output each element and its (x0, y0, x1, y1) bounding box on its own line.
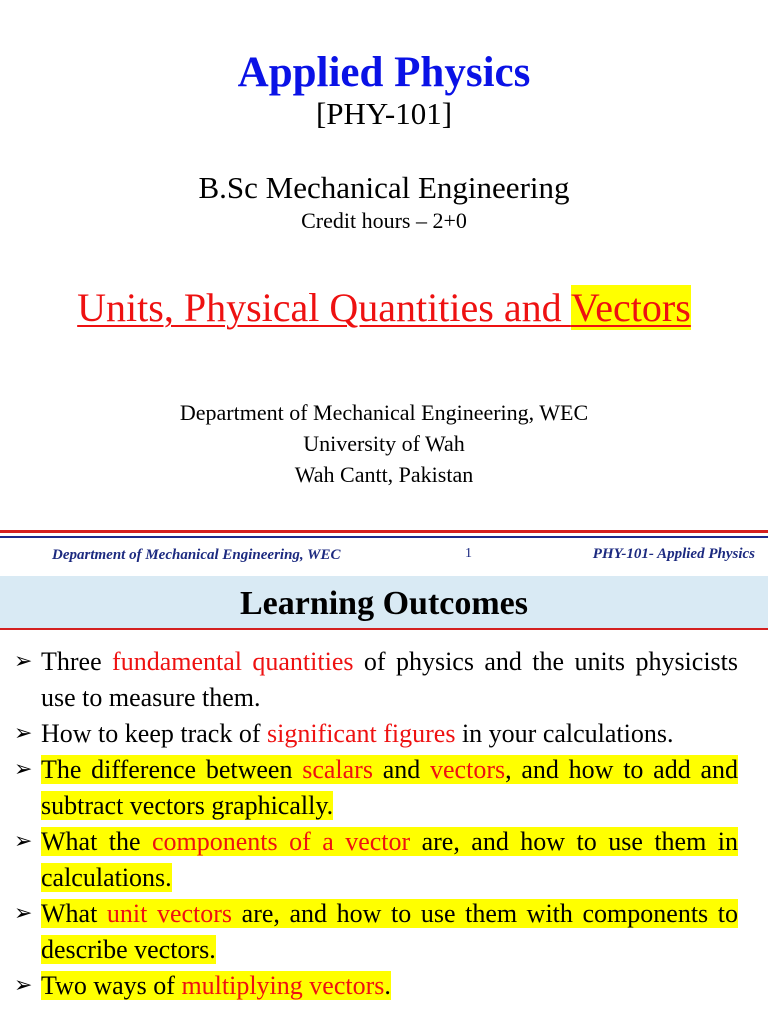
slide-footer (0, 544, 768, 568)
key-term: fundamental quantities (112, 647, 354, 676)
outcome-item: ➢ Three fundamental quantities of physics and the units physicists use to measure them. (14, 644, 738, 716)
arrow-bullet-icon: ➢ (14, 757, 33, 782)
key-term: scalars (302, 755, 373, 784)
department-name: Department of Mechanical Engineering, WEC (179, 400, 589, 425)
outcome-item: ➢ Two ways of multiplying vectors. (14, 968, 738, 1004)
key-term: vectors (430, 755, 506, 784)
arrow-bullet-icon: ➢ (14, 901, 33, 926)
department-block (0, 397, 768, 490)
key-term: multiplying vectors (181, 971, 385, 1000)
divider-red-top (0, 530, 768, 533)
course-code: [PHY-101] (315, 96, 453, 131)
location: Wah Cantt, Pakistan (294, 462, 474, 487)
outcome-item: ➢ How to keep track of significant figures in your calculations. (14, 716, 738, 752)
lecture-topic (0, 284, 768, 331)
arrow-bullet-icon: ➢ (14, 649, 33, 674)
key-term: unit vectors (106, 899, 233, 928)
program-name: B.Sc Mechanical Engineering (198, 170, 570, 205)
divider-blue-top (0, 536, 768, 538)
outcome-item: ➢ What unit vectors are, and how to use them with components to describe vectors. (14, 896, 738, 968)
outcome-item: ➢ What the components of a vector are, and how to use them in calculations. (14, 824, 738, 896)
learning-outcomes-header (0, 576, 768, 630)
learning-outcomes-title: Learning Outcomes (239, 585, 529, 622)
arrow-bullet-icon: ➢ (14, 829, 33, 854)
course-title: Applied Physics (237, 49, 531, 96)
topic-highlight: Vectors (570, 285, 691, 330)
page-number: 1 (465, 546, 472, 561)
arrow-bullet-icon: ➢ (14, 721, 33, 746)
divider-red-header (0, 628, 768, 630)
credit-hours: Credit hours – 2+0 (301, 208, 467, 233)
topic-text: Units, Physical Quantities and (77, 285, 571, 330)
key-term: significant figures (266, 719, 456, 748)
footer-department: Department of Mechanical Engineering, WEC (52, 547, 341, 563)
key-term: components of a vector (151, 827, 411, 856)
arrow-bullet-icon: ➢ (14, 973, 33, 998)
outcomes-list (14, 644, 738, 1004)
outcome-item: ➢ The difference between scalars and vectors, and how to add and subtract vectors graphically. (14, 752, 738, 824)
university-name: University of Wah (303, 431, 465, 456)
footer-course: PHY-101- Applied Physics (592, 546, 755, 562)
